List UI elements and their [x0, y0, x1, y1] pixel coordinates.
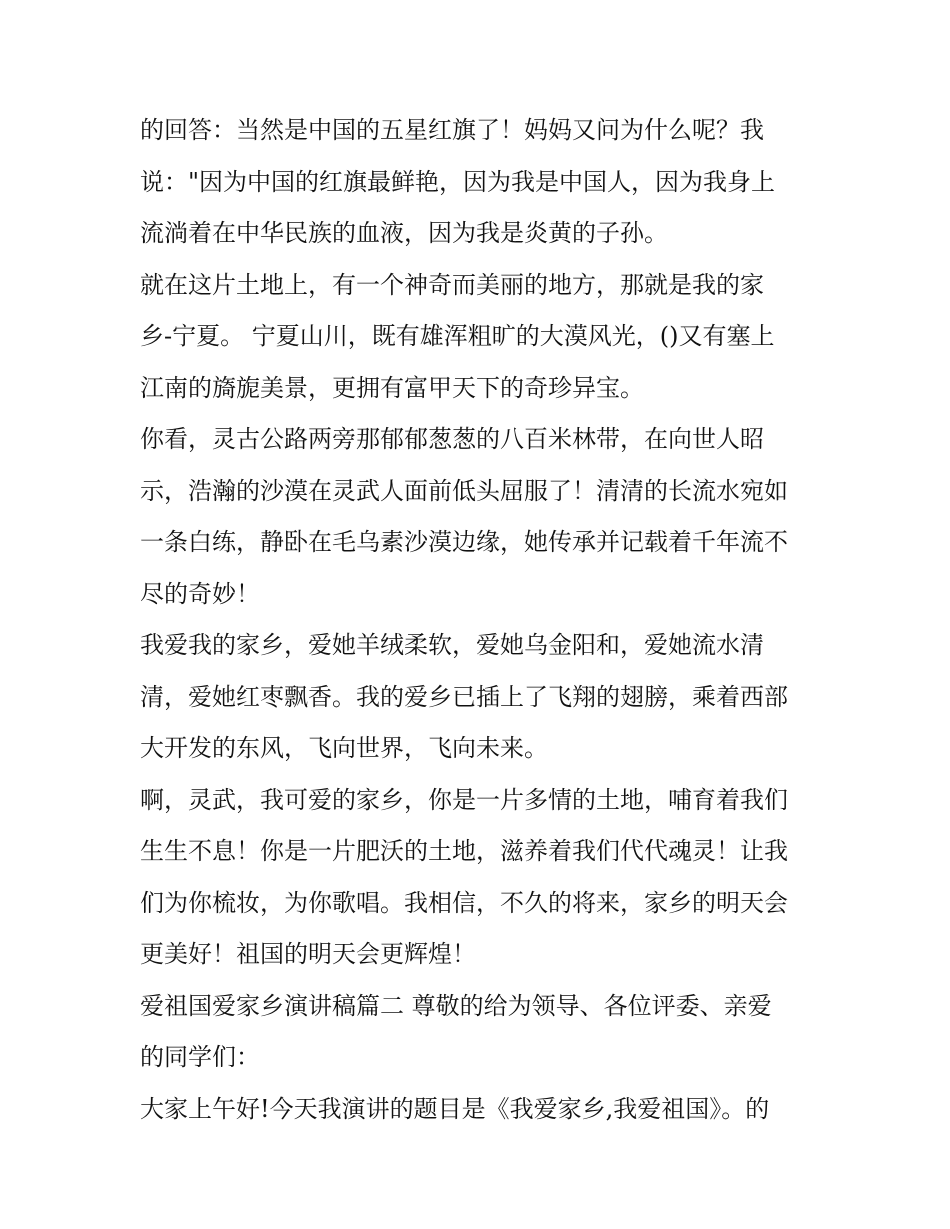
text-line: 啊，灵武，我可爱的家乡，你是一片多情的土地，哺育着我们: [140, 785, 788, 814]
text-line: 你看，灵古公路两旁那郁郁葱葱的八百米林带，在向世人昭: [140, 425, 764, 453]
text-line: 我爱我的家乡，爱她羊绒柔软，爱她乌金阳和，爱她流水清: [140, 631, 764, 659]
text-line: 乡-宁夏。 宁夏山川，既有雄浑粗旷的大漠风光，()又有塞上: [140, 322, 775, 350]
document-body: [140, 105, 820, 1135]
text-line: 清，爱她红枣飘香。我的爱乡已插上了飞翔的翅膀，乘着西部: [140, 682, 788, 711]
text-line: 大开发的东风，飞向世界，飞向未来。: [140, 734, 548, 762]
text-line: 说："因为中国的红旗最鲜艳，因为我是中国人，因为我身上: [140, 167, 776, 196]
text-line: 一条白练，静卧在毛乌素沙漠边缘，她传承并记载着千年流不: [140, 528, 788, 556]
text-line: 的回答：当然是中国的五星红旗了！妈妈又问为什么呢？我: [140, 116, 764, 144]
text-line: 生生不息！你是一片肥沃的土地，滋养着我们代代魂灵！让我: [140, 837, 788, 865]
text-line: 大家上午好!今天我演讲的题目是《我爱家乡,我爱祖国》。的: [140, 1094, 770, 1123]
text-line: 爱祖国爱家乡演讲稿篇二 尊敬的给为领导、各位评委、亲爱: [140, 991, 772, 1020]
text-line: 流淌着在中华民族的血液，因为我是炎黄的子孙。: [140, 219, 668, 247]
text-line: 的同学们：: [140, 1043, 260, 1071]
text-line: 更美好！祖国的明天会更辉煌！: [140, 940, 476, 968]
text-line: 尽的奇妙！: [140, 579, 260, 608]
text-line: 示，浩瀚的沙漠在灵武人面前低头屈服了！清清的长流水宛如: [140, 476, 788, 505]
text-line: 江南的旖旎美景，更拥有富甲天下的奇珍异宝。: [140, 373, 644, 402]
text-line: 就在这片土地上，有一个神奇而美丽的地方，那就是我的家: [140, 270, 764, 299]
text-line: 们为你梳妆，为你歌唱。我相信，不久的将来，家乡的明天会: [140, 888, 788, 917]
